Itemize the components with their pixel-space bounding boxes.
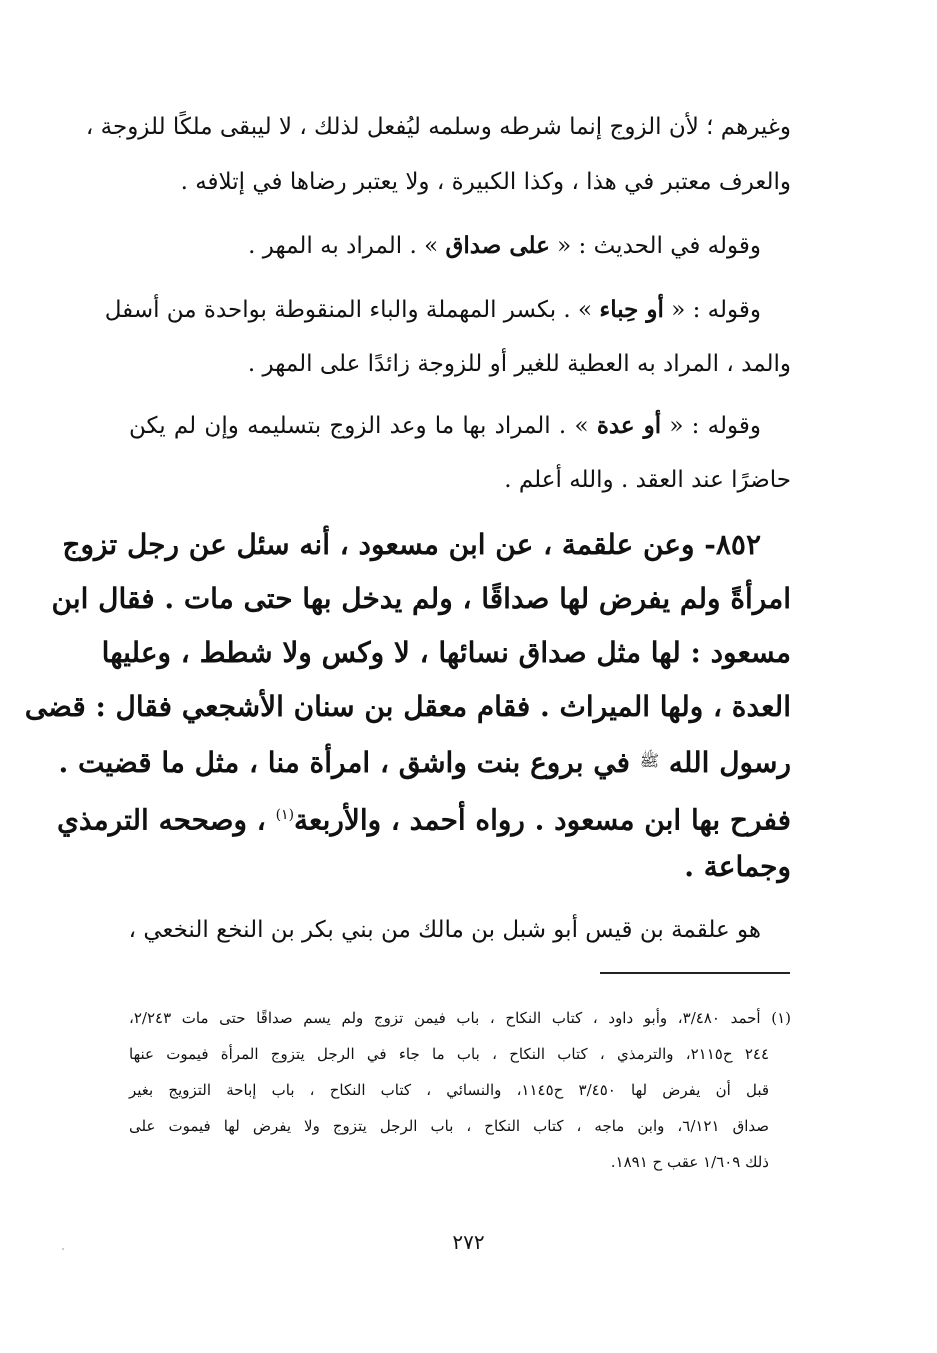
text-fragment: وقوله : « xyxy=(661,413,762,439)
text-fragment: وقوله : « xyxy=(663,297,761,323)
text-fragment: » . بكسر المهملة والباء المنقوطة بواحدة من أسفل xyxy=(104,297,600,323)
footnote-line: ٢٤٤ ح٢١١٥، والترمذي ، كتاب النكاح ، باب ما جاء في الرجل يتزوج المرأة فيموت عنها xyxy=(129,1045,769,1063)
quoted-term: أو عدة xyxy=(596,412,662,439)
hadith-line xyxy=(58,738,791,786)
text-fragment: ، وصححه الترمذي xyxy=(57,803,276,837)
text-fragment: » . المراد به المهر . xyxy=(248,233,446,259)
text-fragment: في بروع بنت واشق ، امرأة منا ، مثل ما قضيت . xyxy=(58,746,640,779)
quoted-term: على صداق xyxy=(445,232,550,259)
body-line: والعرف معتبر في هذا ، وكذا الكبيرة ، ولا يعتبر رضاها في إتلافه . xyxy=(180,169,791,195)
body-line: والمد ، المراد به العطية للغير أو للزوجة زائدًا على المهر . xyxy=(247,351,791,377)
footnote-line: صداق ٦/١٢١، وابن ماجه ، كتاب النكاح ، باب الرجل يتزوج ولا يفرض لها فيموت على xyxy=(129,1117,770,1135)
hadith-line: وجماعة . xyxy=(684,850,791,883)
footnote-marker: (١) xyxy=(275,807,295,823)
text-fragment: وقوله في الحديث : « xyxy=(549,233,761,259)
body-line xyxy=(129,406,761,446)
footnote-line: قبل أن يفرض لها ٣/٤٥٠ ح١١٤٥، والنسائي ، كتاب النكاح ، باب إباحة التزويج بغير xyxy=(129,1081,770,1099)
quoted-term: أو حِباء xyxy=(599,296,664,323)
text-fragment: ففرح بها ابن مسعود . رواه أحمد ، والأربعة xyxy=(294,803,791,837)
hadith-line: مسعود : لها مثل صداق نسائها ، لا وكس ولا شطط ، وعليها xyxy=(101,636,791,669)
narrator-line: هو علقمة بن قيس أبو شبل بن مالك من بني بكر بن النخع النخعي ، xyxy=(128,917,761,943)
hadith-line: العدة ، ولها الميراث . فقام معقل بن سنان الأشجعي فقال : قضى xyxy=(24,690,791,723)
body-line xyxy=(129,226,761,266)
body-line xyxy=(104,290,761,330)
scan-speck xyxy=(62,1248,64,1250)
page-number: ٢٧٢ xyxy=(452,1230,485,1254)
footnote-line: ذلك ١/٦٠٩ عقب ح ١٨٩١. xyxy=(610,1153,769,1171)
body-line: حاضرًا عند العقد . والله أعلم . xyxy=(504,467,791,493)
footnote-line: (١) أحمد ٣/٤٨٠، وأبو داود ، كتاب النكاح ، باب فيمن تزوج ولم يسم صداقًا حتى مات ٢/٢٤٣، xyxy=(129,1009,791,1027)
footnote-divider xyxy=(600,972,790,974)
body-line: وغيرهم ؛ لأن الزوج إنما شرطه وسلمه ليُفعل لذلك ، لا ليبقى ملكًا للزوجة ، xyxy=(85,114,791,140)
salawat-glyph: ﷺ xyxy=(639,751,660,770)
hadith-line xyxy=(57,792,791,843)
text-fragment: رسول الله xyxy=(659,746,791,779)
text-fragment: » . المراد بها ما وعد الزوج بتسليمه وإن لم يكن xyxy=(129,413,597,439)
hadith-line: امرأةً ولم يفرض لها صداقًا ، ولم يدخل بها حتى مات . فقال ابن xyxy=(51,582,791,615)
hadith-line: ٨٥٢- وعن علقمة ، عن ابن مسعود ، أنه سئل عن رجل تزوج xyxy=(62,528,761,561)
